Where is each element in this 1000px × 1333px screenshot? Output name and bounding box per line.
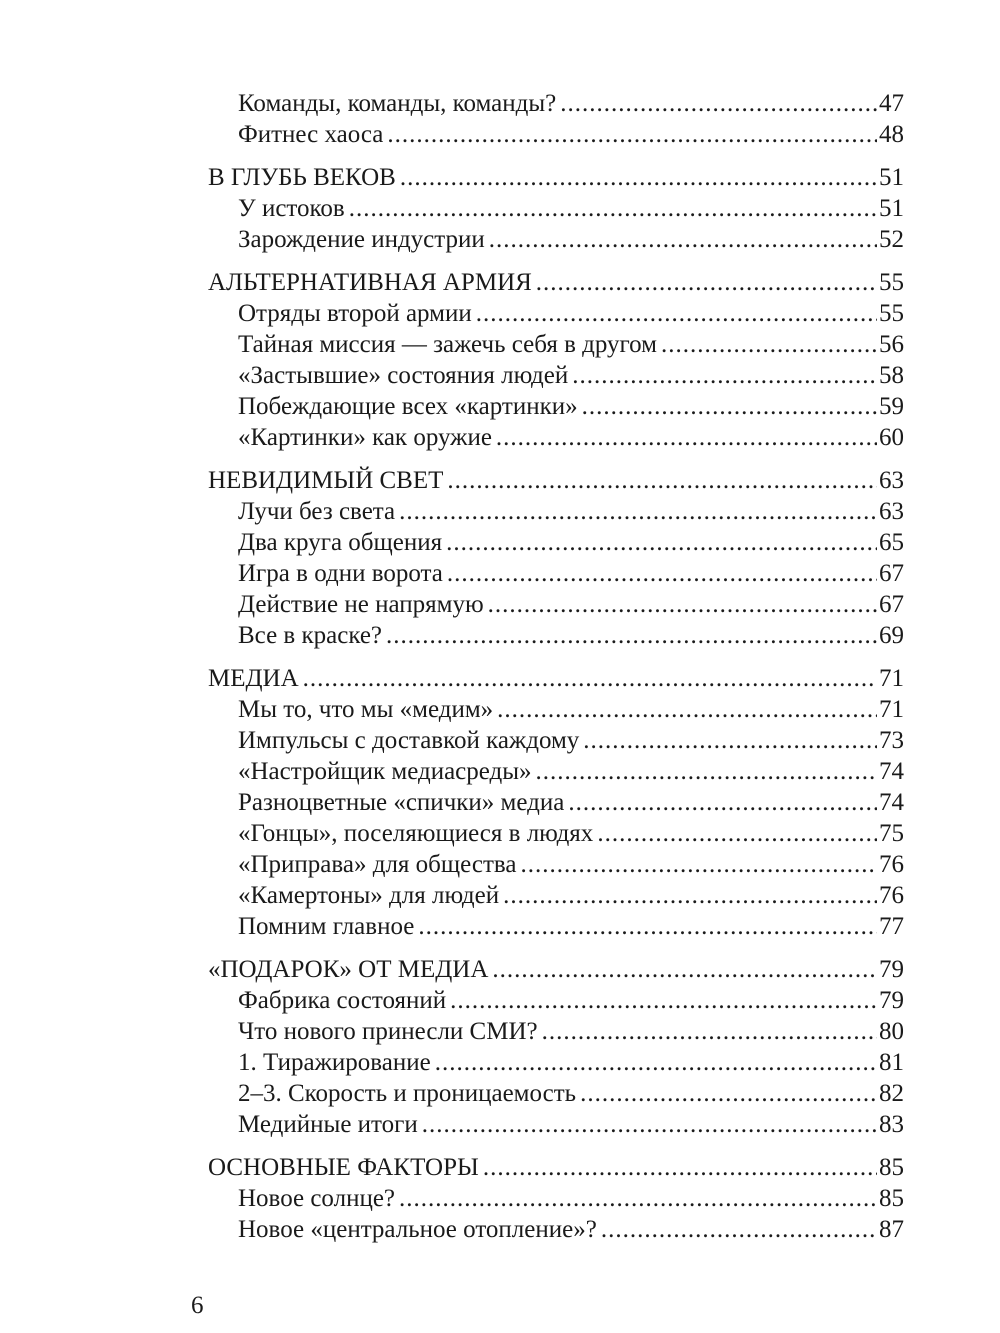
toc-section-entry (208, 465, 904, 496)
toc-entry-title: МЕДИА (208, 665, 299, 692)
toc-entry-page: 55 (879, 269, 904, 296)
dot-leader (422, 1109, 877, 1140)
toc-entry-title: Новое солнце? (238, 1185, 396, 1212)
toc-entry-title: В ГЛУБЬ ВЕКОВ (208, 164, 396, 191)
dot-leader (447, 558, 877, 589)
toc-entry-page: 63 (879, 498, 904, 525)
toc-entry-title: Фитнес хаоса (238, 121, 384, 148)
toc-entry-page: 71 (879, 665, 904, 692)
toc-entry-page: 51 (879, 164, 904, 191)
dot-leader (568, 787, 877, 818)
toc-entry-page: 60 (879, 424, 904, 451)
toc-subsection-entry (208, 496, 904, 527)
toc-entry-page: 63 (879, 467, 904, 494)
toc-entry-title: Все в краске? (238, 622, 383, 649)
toc-subsection-entry (208, 329, 904, 360)
toc-entry-page: 52 (879, 226, 904, 253)
toc-entry-page: 55 (879, 300, 904, 327)
toc-entry-page: 58 (879, 362, 904, 389)
dot-leader (399, 1183, 877, 1214)
dot-leader (303, 663, 877, 694)
dot-leader (488, 589, 877, 620)
toc-entry-page: 74 (879, 758, 904, 785)
dot-leader (447, 465, 877, 496)
dot-leader (560, 88, 877, 119)
toc-entry-title: Побеждающие всех «картинки» (238, 393, 578, 420)
toc-subsection-entry (208, 1047, 904, 1078)
toc-entry-page: 65 (879, 529, 904, 556)
toc-entry-title: Зарождение индустрии (238, 226, 485, 253)
toc-entry-page: 71 (879, 696, 904, 723)
toc-subsection-entry (208, 694, 904, 725)
toc-entry-title: Игра в одни ворота (238, 560, 443, 587)
toc-subsection-entry (208, 224, 904, 255)
toc-entry-page: 76 (879, 851, 904, 878)
toc-subsection-entry (208, 1183, 904, 1214)
toc-entry-title: НЕВИДИМЫЙ СВЕТ (208, 467, 444, 494)
dot-leader (483, 1152, 877, 1183)
dot-leader (435, 1047, 877, 1078)
toc-entry-page: 80 (879, 1018, 904, 1045)
toc-entry-title: Два круга общения (238, 529, 443, 556)
toc-entry-title: 1. Тиражирование (238, 1049, 431, 1076)
toc-entry-page: 85 (879, 1154, 904, 1181)
toc-entry-title: «ПОДАРОК» ОТ МЕДИА (208, 956, 489, 983)
toc-entry-page: 83 (879, 1111, 904, 1138)
toc-subsection-entry (208, 880, 904, 911)
dot-leader (661, 329, 877, 360)
toc-entry-page: 67 (879, 591, 904, 618)
dot-leader (496, 422, 877, 453)
dot-leader (489, 224, 877, 255)
toc-entry-page: 48 (879, 121, 904, 148)
toc-subsection-entry (208, 119, 904, 150)
toc-subsection-entry (208, 1109, 904, 1140)
toc-entry-page: 59 (879, 393, 904, 420)
toc-entry-title: Лучи без света (238, 498, 396, 525)
toc-entry-page: 81 (879, 1049, 904, 1076)
toc-entry-page: 82 (879, 1080, 904, 1107)
toc-entry-title: 2–3. Скорость и проницаемость (238, 1080, 577, 1107)
toc-subsection-entry (208, 391, 904, 422)
dot-leader (399, 496, 877, 527)
page-number: 6 (191, 1292, 204, 1319)
toc-entry-title: «Приправа» для общества (238, 851, 517, 878)
dot-leader (583, 725, 877, 756)
dot-leader (450, 985, 877, 1016)
toc-subsection-entry (208, 558, 904, 589)
toc-entry-title: «Картинки» как оружие (238, 424, 492, 451)
toc-entry-page: 67 (879, 560, 904, 587)
toc-entry-title: «Камертоны» для людей (238, 882, 500, 909)
toc-subsection-entry (208, 360, 904, 391)
dot-leader (520, 849, 877, 880)
toc-subsection-entry (208, 756, 904, 787)
toc-entry-page: 75 (879, 820, 904, 847)
toc-subsection-entry (208, 422, 904, 453)
toc-entry-page: 79 (879, 987, 904, 1014)
toc-entry-title: Новое «центральное отопление»? (238, 1216, 597, 1243)
toc-entry-page: 79 (879, 956, 904, 983)
toc-entry-title: Импульсы с доставкой каждому (238, 727, 580, 754)
dot-leader (601, 1214, 877, 1245)
toc-entry-title: Что нового принесли СМИ? (238, 1018, 538, 1045)
toc-entry-title: Мы то, что мы «медим» (238, 696, 494, 723)
dot-leader (497, 694, 877, 725)
toc-subsection-entry (208, 787, 904, 818)
toc-subsection-entry (208, 527, 904, 558)
toc-entry-title: АЛЬТЕРНАТИВНАЯ АРМИЯ (208, 269, 532, 296)
toc-entry-page: 47 (879, 90, 904, 117)
dot-leader (386, 620, 877, 651)
toc-entry-page: 87 (879, 1216, 904, 1243)
dot-leader (580, 1078, 877, 1109)
dot-leader (503, 880, 877, 911)
toc-subsection-entry (208, 88, 904, 119)
toc-entry-title: «Застывшие» состояния людей (238, 362, 569, 389)
dot-leader (597, 818, 877, 849)
toc-entry-page: 76 (879, 882, 904, 909)
toc-subsection-entry (208, 193, 904, 224)
toc-entry-title: «Гонцы», поселяющиеся в людях (238, 820, 594, 847)
toc-entry-title: Фабрика состояний (238, 987, 447, 1014)
toc-entry-title: Команды, команды, команды? (238, 90, 557, 117)
toc-entry-page: 85 (879, 1185, 904, 1212)
dot-leader (446, 527, 877, 558)
dot-leader (492, 954, 877, 985)
toc-entry-title: ОСНОВНЫЕ ФАКТОРЫ (208, 1154, 479, 1181)
toc-entry-title: У истоков (238, 195, 345, 222)
toc-entry-page: 56 (879, 331, 904, 358)
toc-entry-title: «Настройщик медиасреды» (238, 758, 532, 785)
toc-subsection-entry (208, 620, 904, 651)
toc-entry-page: 77 (879, 913, 904, 940)
toc-entry-title: Тайная миссия — зажечь себя в другом (238, 331, 657, 358)
toc-section-entry (208, 663, 904, 694)
dot-leader (536, 267, 877, 298)
toc-entry-page: 73 (879, 727, 904, 754)
toc-subsection-entry (208, 1078, 904, 1109)
dot-leader (476, 298, 877, 329)
dot-leader (387, 119, 877, 150)
toc-subsection-entry (208, 911, 904, 942)
toc-section-entry (208, 267, 904, 298)
dot-leader (418, 911, 877, 942)
dot-leader (536, 756, 877, 787)
toc-subsection-entry (208, 1214, 904, 1245)
toc-subsection-entry (208, 725, 904, 756)
dot-leader (349, 193, 877, 224)
toc-entry-title: Помним главное (238, 913, 415, 940)
toc-subsection-entry (208, 589, 904, 620)
toc-entry-page: 74 (879, 789, 904, 816)
dot-leader (572, 360, 877, 391)
toc-section-entry (208, 954, 904, 985)
toc-entry-title: Разноцветные «спички» медиа (238, 789, 565, 816)
toc-entry-title: Медийные итоги (238, 1111, 418, 1138)
table-of-contents (208, 88, 904, 1245)
toc-entry-title: Действие не напрямую (238, 591, 484, 618)
toc-section-entry (208, 162, 904, 193)
toc-section-entry (208, 1152, 904, 1183)
toc-subsection-entry (208, 985, 904, 1016)
dot-leader (542, 1016, 877, 1047)
toc-subsection-entry (208, 849, 904, 880)
toc-subsection-entry (208, 818, 904, 849)
dot-leader (400, 162, 877, 193)
toc-entry-page: 69 (879, 622, 904, 649)
toc-subsection-entry (208, 298, 904, 329)
toc-entry-page: 51 (879, 195, 904, 222)
toc-subsection-entry (208, 1016, 904, 1047)
toc-entry-title: Отряды второй армии (238, 300, 472, 327)
dot-leader (582, 391, 877, 422)
